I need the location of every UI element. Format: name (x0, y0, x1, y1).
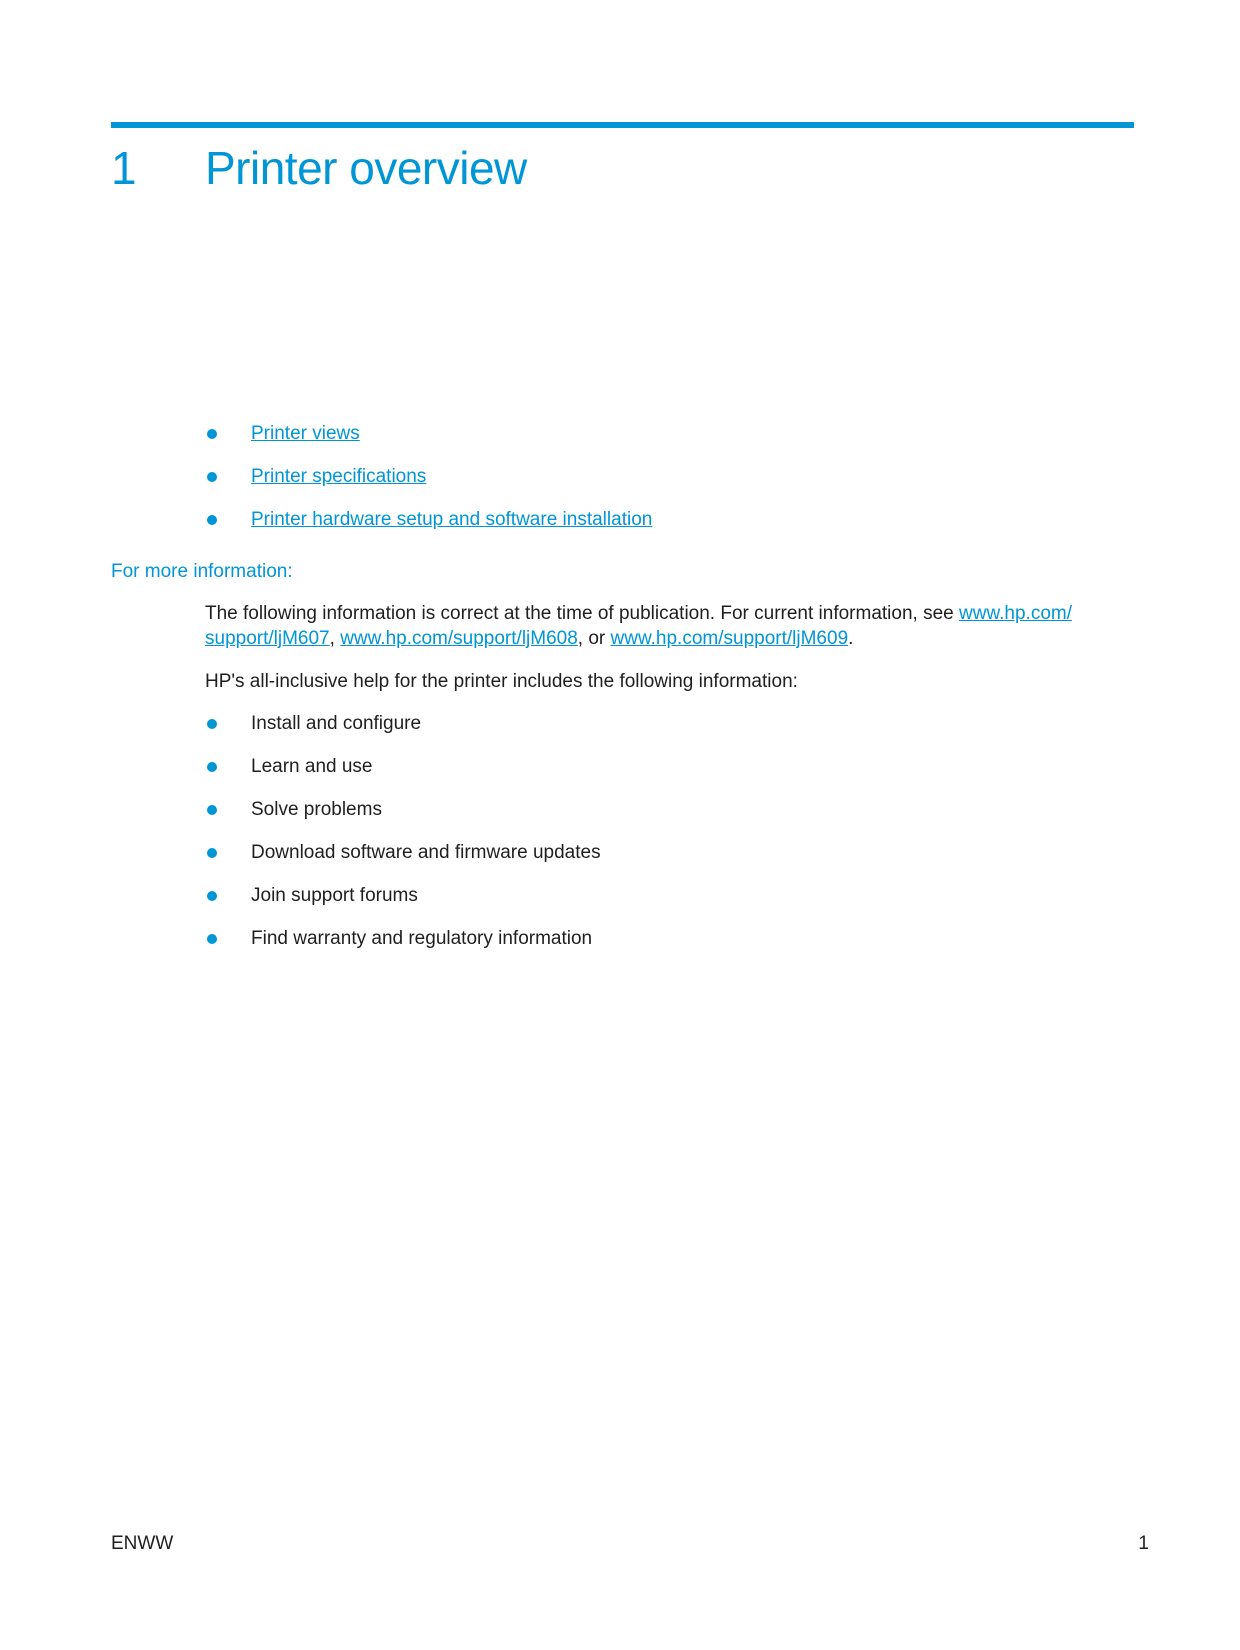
toc-item (205, 422, 652, 465)
list-item-label: Find warranty and regulatory information (251, 928, 593, 949)
toc-item (205, 508, 652, 551)
bullet-icon (207, 934, 217, 944)
support-link-m608[interactable]: www.hp.com/support/ljM608 (340, 628, 578, 649)
list-item (205, 755, 601, 798)
toc-link-printer-views[interactable]: Printer views (251, 423, 360, 444)
bullet-icon (207, 891, 217, 901)
bullet-icon (207, 515, 217, 525)
list-item (205, 841, 601, 884)
list-item-label: Join support forums (251, 885, 418, 906)
publication-note-text: The following information is correct at the time of publication. For current information, see (205, 603, 960, 624)
chapter-toc-list (205, 422, 652, 551)
list-item-label: Learn and use (251, 756, 373, 777)
help-intro-paragraph: HP's all-inclusive help for the printer includes the following information: (205, 671, 798, 692)
bullet-icon (207, 472, 217, 482)
list-item (205, 798, 601, 841)
list-item-label: Download software and firmware updates (251, 842, 601, 863)
bullet-icon (207, 429, 217, 439)
bullet-icon (207, 719, 217, 729)
separator-text: , or (577, 628, 611, 649)
bullet-icon (207, 805, 217, 815)
footer-page-number: 1 (1138, 1533, 1149, 1554)
chapter-number: 1 (111, 142, 137, 194)
chapter-top-rule (111, 122, 1134, 128)
list-item-label: Solve problems (251, 799, 382, 820)
toc-item (205, 465, 652, 508)
separator-text: , (329, 628, 341, 649)
list-item (205, 712, 601, 755)
chapter-title: Printer overview (205, 142, 527, 194)
list-item (205, 884, 601, 927)
support-link-m609[interactable]: www.hp.com/support/ljM609 (610, 628, 849, 649)
help-topics-list (205, 712, 601, 970)
publication-note-paragraph (205, 601, 1085, 651)
support-link-m607[interactable]: www.hp.com/ support/ljM607 (205, 603, 1072, 649)
more-info-heading: For more information: (111, 561, 293, 582)
sentence-end: . (848, 628, 854, 649)
list-item-label: Install and configure (251, 713, 422, 734)
toc-link-printer-specifications[interactable]: Printer specifications (251, 466, 427, 487)
toc-link-hardware-setup[interactable]: Printer hardware setup and software installation (251, 509, 653, 530)
list-item (205, 927, 601, 970)
footer-locale-code: ENWW (111, 1533, 174, 1554)
bullet-icon (207, 848, 217, 858)
bullet-icon (207, 762, 217, 772)
